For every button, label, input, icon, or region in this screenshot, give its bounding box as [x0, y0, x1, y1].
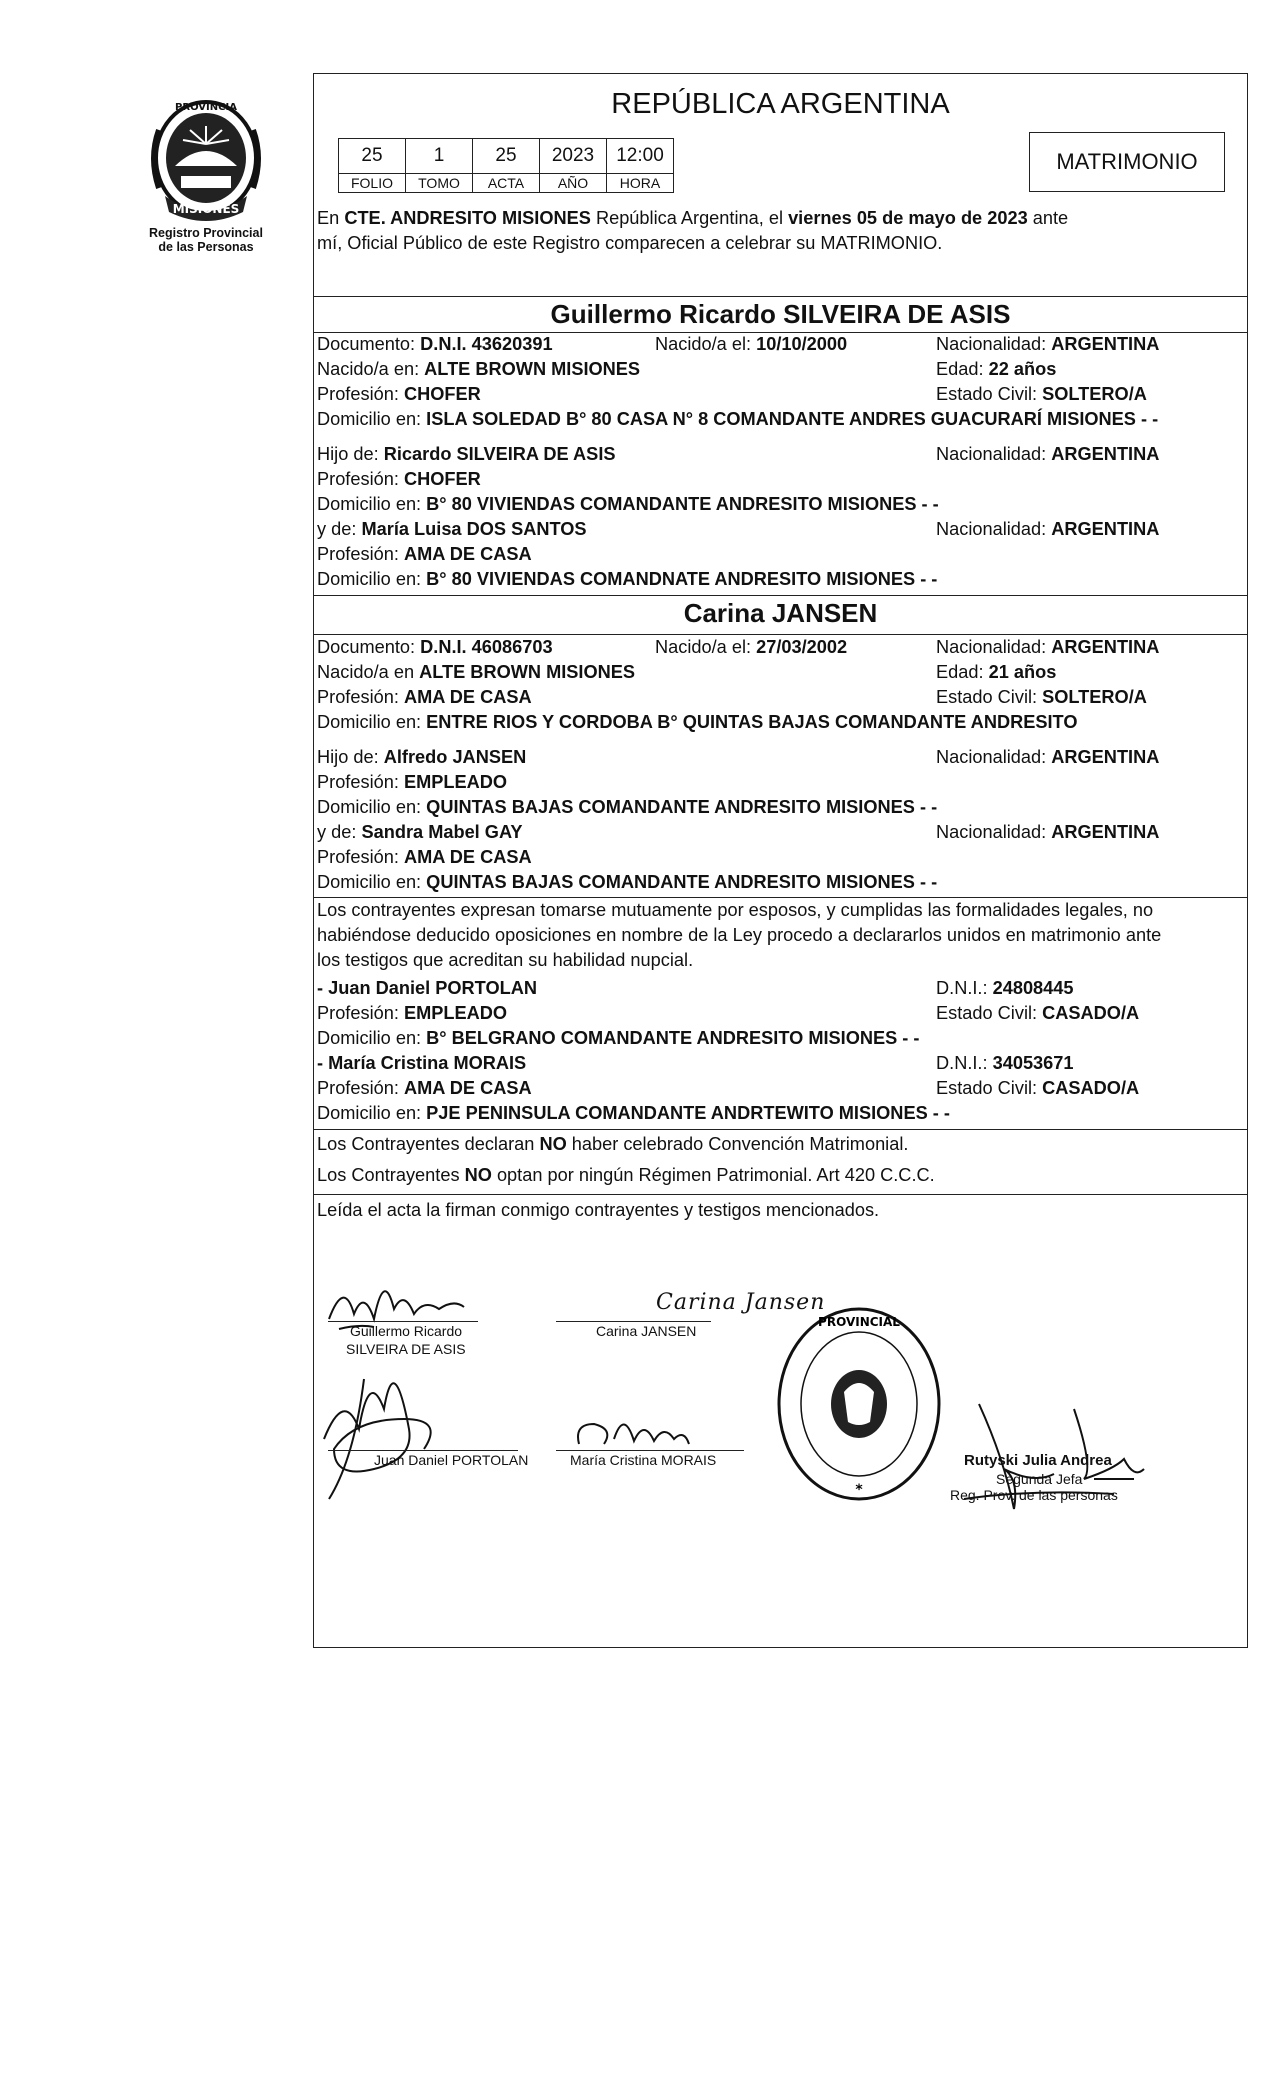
- witness2-signature-icon: [578, 1424, 689, 1444]
- bride-row-2: Nacido/a en ALTE BROWN MISIONES Edad: 21 años: [317, 662, 1057, 682]
- registry-caption-line2: de las Personas: [158, 240, 254, 254]
- witness-2-prof-row: Profesión: AMA DE CASA Estado Civil: CASADO/A: [317, 1078, 1140, 1098]
- acta-label: ACTA: [473, 174, 540, 193]
- groom-signature-icon: [329, 1291, 464, 1319]
- witness-2-addr-row: Domicilio en: PJE PENINSULA COMANDANTE ANDRTEWITO MISIONES - -: [317, 1103, 950, 1123]
- groom-mother-row: y de: María Luisa DOS SANTOS Nacionalidad: ARGENTINA: [317, 519, 1160, 539]
- ceremony-date: viernes 05 de mayo de 2023: [788, 208, 1028, 228]
- registry-data-table: [338, 138, 674, 193]
- registry-logo: [136, 96, 276, 254]
- groom-row-4: Domicilio en: ISLA SOLEDAD B° 80 CASA N° 8 COMANDANTE ANDRES GUACURARÍ MISIONES - -: [317, 409, 1159, 429]
- groom-father-row: Hijo de: Ricardo SILVEIRA DE ASIS Nacionalidad: ARGENTINA: [317, 444, 1160, 464]
- groom-sig-label-2: SILVEIRA DE ASIS: [346, 1341, 466, 1357]
- closing-statement: Leída el acta la firman conmigo contrayentes y testigos mencionados.: [317, 1200, 880, 1220]
- year-label: AÑO: [540, 174, 607, 193]
- folio-label: FOLIO: [339, 174, 406, 193]
- year-value: 2023: [540, 139, 607, 174]
- divider: [314, 1194, 1247, 1195]
- official-stamp-icon: [774, 1304, 944, 1504]
- divider: [314, 595, 1247, 596]
- bride-sig-label: Carina JANSEN: [596, 1323, 697, 1339]
- declaration-line-2: habiéndose deducido oposiciones en nombre de la Ley procedo a declararlos unidos en matrimonio ante: [317, 925, 1162, 945]
- page-title: REPÚBLICA ARGENTINA: [611, 88, 950, 120]
- official-name: Rutyski Julia Andrea: [964, 1452, 1112, 1469]
- signature-line: [328, 1321, 478, 1322]
- tomo-value: 1: [406, 139, 473, 174]
- bride-row-3: Profesión: AMA DE CASA Estado Civil: SOLTERO/A: [317, 687, 1147, 707]
- svg-text:PROVINCIAL: PROVINCIAL: [818, 1315, 900, 1329]
- declaration-line-3: los testigos que acreditan su habilidad nupcial.: [317, 950, 694, 970]
- convention-statement: Los Contrayentes declaran NO haber celebrado Convención Matrimonial.: [317, 1134, 909, 1154]
- bride-father-row: Hijo de: Alfredo JANSEN Nacionalidad: ARGENTINA: [317, 747, 1160, 767]
- bride-father-addr: Domicilio en: QUINTAS BAJAS COMANDANTE ANDRESITO MISIONES - -: [317, 797, 938, 817]
- groom-row-1: Documento: D.N.I. 43620391 Nacido/a el: 10/10/2000 Nacionalidad: ARGENTINA: [317, 334, 1160, 354]
- declaration-line-1: Los contrayentes expresan tomarse mutuamente por esposos, y cumplidas las formalidades legales, no: [317, 900, 1154, 920]
- bride-row-1: Documento: D.N.I. 46086703 Nacido/a el: 27/03/2002 Nacionalidad: ARGENTINA: [317, 637, 1160, 657]
- intro-line-2: mí, Oficial Público de este Registro comparecen a celebrar su MATRIMONIO.: [317, 233, 943, 253]
- groom-row-2: Nacido/a en: ALTE BROWN MISIONES Edad: 22 años: [317, 359, 1057, 379]
- bride-mother-addr: Domicilio en: QUINTAS BAJAS COMANDANTE ANDRESITO MISIONES - -: [317, 872, 938, 892]
- witness-1-prof-row: Profesión: EMPLEADO Estado Civil: CASADO/A: [317, 1003, 1140, 1023]
- signature-line: [328, 1450, 518, 1451]
- acta-value: 25: [473, 139, 540, 174]
- groom-father-prof: Profesión: CHOFER: [317, 469, 481, 489]
- bride-mother-prof: Profesión: AMA DE CASA: [317, 847, 532, 867]
- official-title: Segunda Jefa: [996, 1471, 1083, 1487]
- svg-text:*: *: [855, 1482, 863, 1498]
- groom-father-addr: Domicilio en: B° 80 VIVIENDAS COMANDANTE ANDRESITO MISIONES - -: [317, 494, 939, 514]
- hour-value: 12:00: [607, 139, 674, 174]
- groom-mother-prof: Profesión: AMA DE CASA: [317, 544, 532, 564]
- hour-label: HORA: [607, 174, 674, 193]
- official-org: Reg. Prov. de las personas: [950, 1487, 1118, 1503]
- groom-sig-label-1: Guillermo Ricardo: [350, 1323, 463, 1339]
- tomo-label: TOMO: [406, 174, 473, 193]
- witness-2-name-row: - María Cristina MORAIS D.N.I.: 34053671: [317, 1053, 1074, 1073]
- bride-name: Carina JANSEN: [683, 598, 878, 628]
- witness2-sig-label: María Cristina MORAIS: [570, 1452, 717, 1468]
- witness-1-name-row: - Juan Daniel PORTOLAN D.N.I.: 24808445: [317, 978, 1074, 998]
- bride-handwritten-signature: Carina Jansen: [656, 1290, 826, 1315]
- bride-mother-row: y de: Sandra Mabel GAY Nacionalidad: ARGENTINA: [317, 822, 1160, 842]
- signature-line: [556, 1321, 711, 1322]
- document-type-box: MATRIMONIO: [1029, 132, 1225, 192]
- place: CTE. ANDRESITO MISIONES: [344, 208, 591, 228]
- svg-text:PROVINCIA: PROVINCIA: [175, 102, 237, 113]
- divider: [314, 1129, 1247, 1130]
- groom-row-3: Profesión: CHOFER Estado Civil: SOLTERO/A: [317, 384, 1147, 404]
- svg-text:MISIONES: MISIONES: [172, 202, 240, 216]
- witness1-sig-label: Juan Daniel PORTOLAN: [374, 1452, 529, 1468]
- regime-statement: Los Contrayentes NO optan por ningún Régimen Patrimonial. Art 420 C.C.C.: [317, 1165, 935, 1185]
- witness-1-addr-row: Domicilio en: B° BELGRANO COMANDANTE ANDRESITO MISIONES - -: [317, 1028, 920, 1048]
- certificate-frame: [313, 73, 1248, 1648]
- folio-value: 25: [339, 139, 406, 174]
- divider: [314, 296, 1247, 297]
- bride-row-4: Domicilio en: ENTRE RIOS Y CORDOBA B° QUINTAS BAJAS COMANDANTE ANDRESITO: [317, 712, 1078, 732]
- intro-line-1: En CTE. ANDRESITO MISIONES República Argentina, el viernes 05 de mayo de 2023 ante: [317, 208, 1069, 228]
- registry-caption: [136, 226, 276, 254]
- signature-line: [556, 1450, 744, 1451]
- registry-caption-line1: Registro Provincial: [149, 226, 263, 240]
- province-seal-icon: [145, 96, 267, 224]
- groom-mother-addr: Domicilio en: B° 80 VIVIENDAS COMANDNATE ANDRESITO MISIONES - -: [317, 569, 938, 589]
- groom-name: Guillermo Ricardo SILVEIRA DE ASIS: [550, 299, 1011, 329]
- bride-father-prof: Profesión: EMPLEADO: [317, 772, 508, 792]
